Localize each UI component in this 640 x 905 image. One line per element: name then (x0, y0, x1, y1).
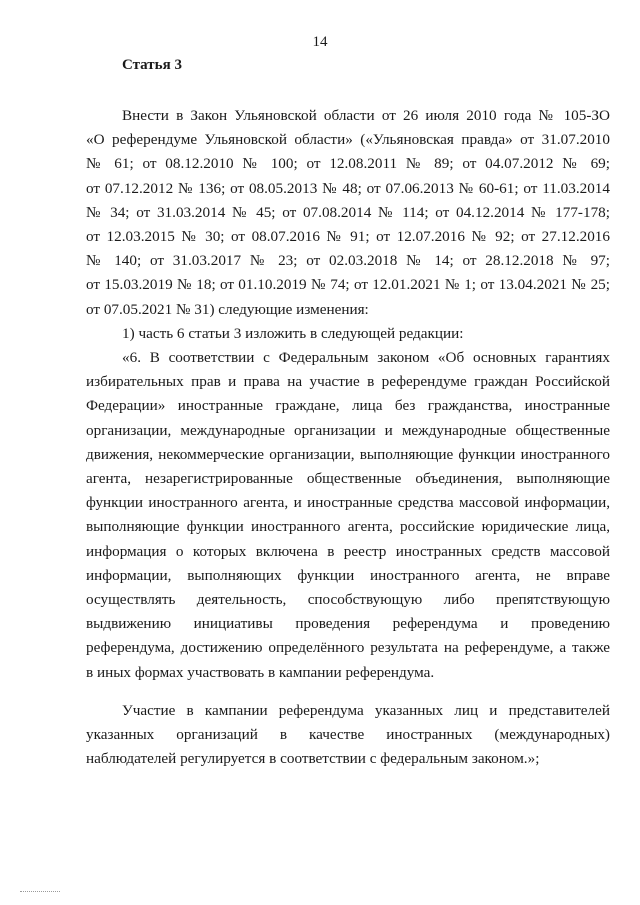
text-line: наблюдателей регулируется в соответствии с федеральным законом.»; (86, 750, 540, 768)
text-line: осуществлять деятельность, способствующую либо препятствующую (86, 591, 610, 609)
item-1-paragraph (86, 322, 610, 346)
text-line: Участие в кампании референдума указанных лиц и представителей (122, 701, 610, 719)
text-line: референдума, достижению определённого результата на референдуме, а также (86, 639, 610, 657)
text-line: функции иностранного агента, и иностранные средства массовой информации, (86, 494, 610, 512)
text-line: агента, незарегистрированные общественные объединения, выполняющие (86, 470, 610, 488)
text-line: указанных организаций в качестве иностранных (международных) (86, 726, 610, 744)
text-line: «О референдуме Ульяновской области» («Ульяновская правда» от 31.07.2010 (86, 131, 610, 149)
text-line: организации, международные организации и международные общественные (86, 421, 610, 439)
text-line: от 07.12.2012 № 136; от 08.05.2013 № 48; от 07.06.2013 № 60-61; от 11.03.2014 (86, 179, 610, 197)
text-line: движения, некоммерческие организации, выполняющие функции иностранного (86, 445, 610, 463)
scan-artifact (20, 891, 60, 893)
text-line: № 140; от 31.03.2017 № 23; от 02.03.2018 № 14; от 28.12.2018 № 97; (86, 252, 610, 270)
text-line: Федерации» иностранные граждане, лица без гражданства, иностранные (86, 397, 610, 415)
page-number: 14 (312, 34, 328, 50)
text-line: информации, выполняющих функции иностранного агента, не вправе (86, 566, 610, 584)
text-line: № 61; от 08.12.2010 № 100; от 12.08.2011 № 89; от 04.07.2012 № 69; (86, 155, 610, 173)
paragraph-gap (86, 685, 610, 699)
text-line: № 34; от 31.03.2014 № 45; от 07.08.2014 № 114; от 04.12.2014 № 177-178; (86, 203, 610, 221)
text-line: от 15.03.2019 № 18; от 01.10.2019 № 74; от 12.01.2021 № 1; от 13.04.2021 № 25; (86, 276, 610, 294)
text-line: «6. В соответствии с Федеральным законом «Об основных гарантиях (122, 349, 610, 367)
article-title: Статья 3 (122, 57, 182, 73)
document-body (86, 104, 610, 771)
text-line: информация о которых включена в реестр иностранных средств массовой (86, 542, 610, 560)
text-line: 1) часть 6 статьи 3 изложить в следующей редакции: (122, 324, 464, 342)
intro-paragraph (86, 104, 610, 322)
text-line: Внести в Закон Ульяновской области от 26 июля 2010 года № 105-ЗО (122, 107, 610, 124)
participation-paragraph (86, 699, 610, 772)
quoted-part-6 (86, 346, 610, 685)
text-line: выполняющие функции иностранного агента, российские юридические лица, (86, 518, 610, 536)
text-line: избирательных прав и права на участие в референдуме граждан Российской (86, 373, 610, 391)
text-line: от 07.05.2021 № 31) следующие изменения: (86, 300, 369, 318)
text-line: выдвижению инициативы проведения референдума и проведению (86, 615, 610, 633)
text-line: в иных формах участвовать в кампании референдума. (86, 663, 435, 681)
text-line: от 12.03.2015 № 30; от 08.07.2016 № 91; от 12.07.2016 № 92; от 27.12.2016 (86, 228, 610, 246)
